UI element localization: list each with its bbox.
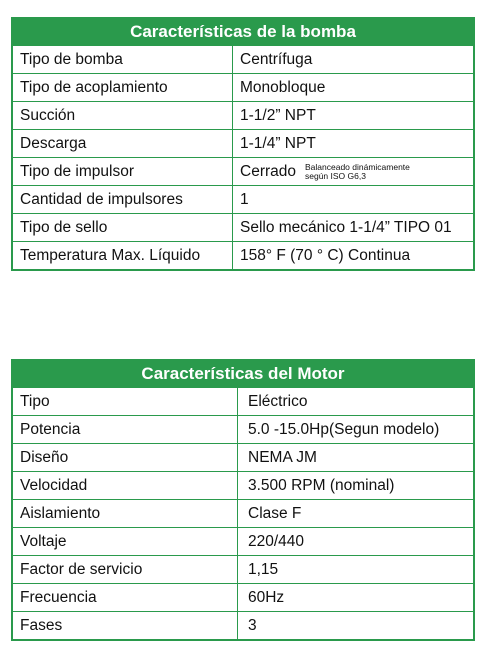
row-value: 1 [240, 190, 249, 208]
table-row [13, 185, 473, 213]
row-label: Voltaje [13, 528, 238, 555]
impeller-balance-note [305, 163, 410, 181]
note-line-1: Balanceado dinámicamente [305, 161, 410, 172]
row-value: Clase F [248, 504, 302, 522]
table-row [13, 213, 473, 241]
row-value: 1-1/2” NPT [240, 106, 316, 124]
row-label: Tipo de impulsor [13, 158, 233, 185]
table-row [13, 555, 473, 583]
row-label: Frecuencia [13, 584, 238, 611]
row-value: 1-1/4” NPT [240, 134, 316, 152]
table-row [13, 611, 473, 639]
row-value: 220/440 [248, 532, 305, 550]
pump-characteristics-table [11, 17, 475, 271]
row-label: Tipo de bomba [13, 46, 233, 73]
row-label: Cantidad de impulsores [13, 186, 233, 213]
table-row [13, 527, 473, 555]
row-value: Monobloque [240, 78, 326, 96]
impeller-type-value: Cerrado [240, 162, 296, 180]
row-label: Fases [13, 612, 238, 639]
table-row [13, 45, 473, 73]
row-value [233, 158, 473, 185]
table-row [13, 157, 473, 185]
row-value: 158° F (70 ° C) Continua [240, 246, 411, 264]
row-value: 1,15 [248, 560, 279, 578]
table-row [13, 583, 473, 611]
row-value: Eléctrico [248, 392, 308, 410]
row-label: Descarga [13, 130, 233, 157]
note-line-2: según ISO G6,3 [305, 170, 366, 181]
row-label: Aislamiento [13, 500, 238, 527]
table-row [13, 241, 473, 269]
row-value: NEMA JM [248, 448, 317, 466]
row-value: 3 [248, 616, 257, 634]
table-row [13, 129, 473, 157]
row-value: 60Hz [248, 588, 285, 606]
motor-table-title: Características del Motor [13, 361, 473, 387]
table-row [13, 387, 473, 415]
table-row [13, 471, 473, 499]
motor-characteristics-table [11, 359, 475, 641]
table-row [13, 443, 473, 471]
row-label: Temperatura Max. Líquido [13, 242, 233, 269]
row-label: Potencia [13, 416, 238, 443]
table-row [13, 415, 473, 443]
row-label: Velocidad [13, 472, 238, 499]
row-label: Factor de servicio [13, 556, 238, 583]
row-value: 3.500 RPM (nominal) [248, 476, 395, 494]
row-label: Tipo de sello [13, 214, 233, 241]
pump-table-title: Características de la bomba [13, 19, 473, 45]
table-row [13, 499, 473, 527]
row-label: Tipo de acoplamiento [13, 74, 233, 101]
row-label: Diseño [13, 444, 238, 471]
row-value: Sello mecánico 1-1/4” TIPO 01 [240, 218, 452, 236]
table-row [13, 73, 473, 101]
row-value: 5.0 -15.0Hp(Segun modelo) [248, 420, 440, 438]
row-label: Succión [13, 102, 233, 129]
row-value: Centrífuga [240, 50, 313, 68]
table-row [13, 101, 473, 129]
row-label: Tipo [13, 388, 238, 415]
